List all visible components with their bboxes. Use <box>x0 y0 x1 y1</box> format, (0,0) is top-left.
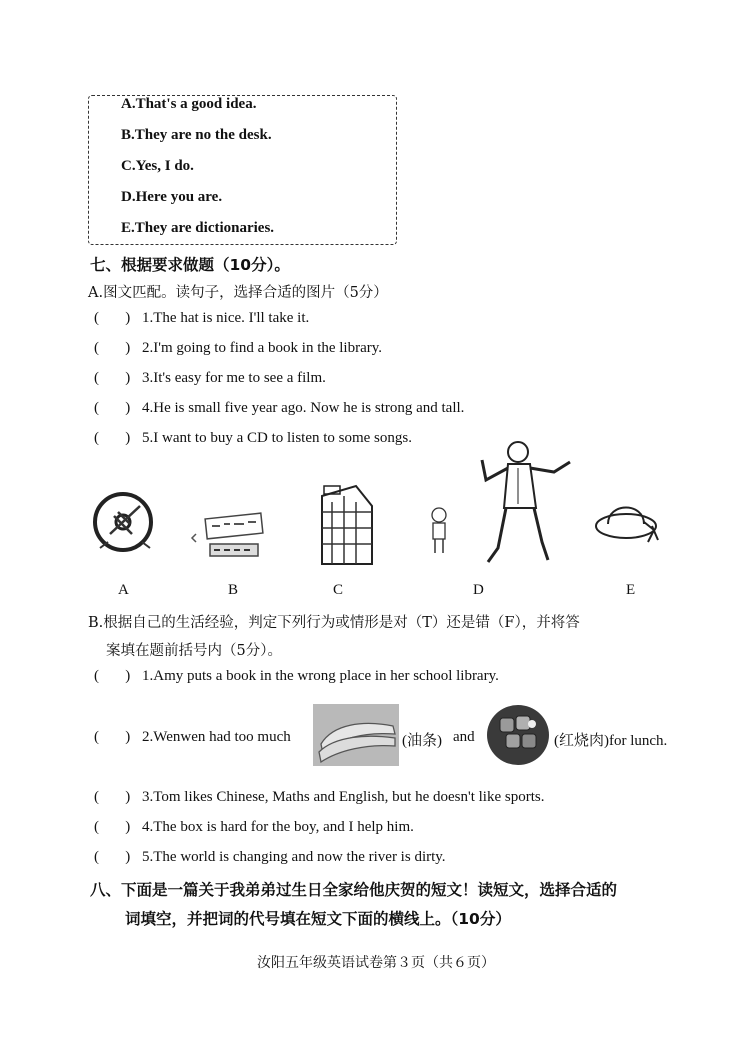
section7-title: 七、根据要求做题（10分）。 <box>90 256 290 274</box>
partA-item-1: ( ) 1.The hat is nice. I'll take it. <box>94 310 310 326</box>
partB-title-line1: B.根据自己的生活经验，判定下列行为或情形是对（T）还是错（F），并将答 <box>88 615 580 631</box>
option-b: B.They are no the desk. <box>121 127 272 143</box>
picture-label-d: D <box>473 582 484 598</box>
pork-label: (红烧肉)for lunch. <box>554 733 668 749</box>
section8-line1: 八、下面是一篇关于我弟弟过生日全家给他庆贺的短文！读短文，选择合适的 <box>90 881 618 899</box>
cd-picture <box>92 486 158 556</box>
partA-item-3: ( ) 3.It's easy for me to see a film. <box>94 370 326 386</box>
section8-line2: 词填空，并把词的代号填在短文下面的横线上。（10分） <box>125 910 511 928</box>
partB-item-2: ( ) 2.Wenwen had too much <box>94 729 291 745</box>
page-footer: 汝阳五年级英语试卷第３页（共６页） <box>257 955 495 971</box>
library-books-picture <box>190 500 280 564</box>
partA-title: A.图文匹配。读句子，选择合适的图片（5分） <box>88 285 388 301</box>
and-word: and <box>453 729 475 745</box>
cinema-building-picture <box>316 482 376 568</box>
man-taichi-picture <box>478 438 576 568</box>
partA-item-4: ( ) 4.He is small five year ago. Now he is strong and tall. <box>94 400 465 416</box>
partA-item-2: ( ) 2.I'm going to find a book in the library. <box>94 340 383 356</box>
option-a: A.That's a good idea. <box>121 96 257 112</box>
picture-label-b: B <box>228 582 239 598</box>
pork-dish-picture <box>486 704 550 766</box>
partB-item-4: ( ) 4.The box is hard for the boy, and I help him. <box>94 819 414 835</box>
youtiao-label: (油条) <box>402 733 442 749</box>
partB-item-5: ( ) 5.The world is changing and now the river is dirty. <box>94 849 446 865</box>
boy-small-picture <box>428 506 450 556</box>
youtiao-picture <box>313 704 399 766</box>
partB-item-1: ( ) 1.Amy puts a book in the wrong place in her school library. <box>94 668 499 684</box>
option-d: D.Here you are. <box>121 189 223 205</box>
option-e: E.They are dictionaries. <box>121 220 275 236</box>
option-c: C.Yes, I do. <box>121 158 194 174</box>
hat-picture <box>594 496 660 548</box>
picture-label-c: C <box>333 582 344 598</box>
partB-title-line2: 案填在题前括号内（5分）。 <box>106 643 282 659</box>
partA-item-5: ( ) 5.I want to buy a CD to listen to some songs. <box>94 430 412 446</box>
partB-item-3: ( ) 3.Tom likes Chinese, Maths and English, but he doesn't like sports. <box>94 789 545 805</box>
picture-label-e: E <box>626 582 636 598</box>
picture-label-a: A <box>118 582 129 598</box>
